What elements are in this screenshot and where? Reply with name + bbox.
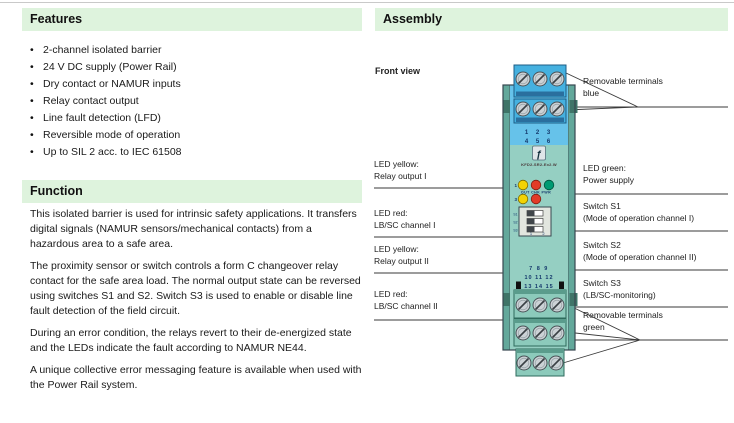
callout-switch-s3: Switch S3 (LB/SC-monitoring) — [583, 278, 656, 300]
callout-switch-s2: Switch S2 (Mode of operation channel II) — [583, 240, 697, 262]
terminal-numbers-top-row1: 1 2 3 — [524, 130, 554, 136]
callout-led-yellow-relay1: LED yellow: Relay output I — [374, 159, 427, 181]
screw-icon — [533, 72, 547, 86]
feature-item: • Line fault detection (LFD) — [30, 110, 350, 127]
clamp-mark-right — [559, 282, 564, 290]
screw-icon — [533, 298, 547, 312]
assembly-title: Assembly — [383, 12, 443, 26]
screw-icon — [516, 326, 530, 340]
top-divider — [0, 2, 734, 3]
function-paragraph: This isolated barrier is used for intrinsic safety applications. It transfers digital signals (NAMUR sensors/mechanical contacts) from a hazardous area to a safe area. — [30, 208, 357, 250]
led-green-pwr-icon — [544, 180, 554, 190]
logo-glyph: ƒ — [536, 149, 542, 161]
terminal-numbers-top-row2: 4 5 6 — [524, 139, 554, 145]
screw-icon — [516, 298, 530, 312]
callout-led-yellow-relay2: LED yellow: Relay output II — [374, 244, 429, 266]
led-red-chk2-icon — [531, 194, 541, 204]
function-paragraph: During an error condition, the relays revert to their de-energized state and the LEDs indicate the fault according to NAMUR NE44. — [30, 327, 352, 354]
callout-removable-terminals-green: Removable terminals green — [583, 310, 663, 332]
screw-icon — [533, 102, 547, 116]
function-title: Function — [30, 184, 83, 198]
device-model-label: KFD2-SR2-Ex2.W — [521, 162, 557, 167]
callout-removable-terminals-blue: Removable terminals blue — [583, 76, 663, 98]
function-paragraph: The proximity sensor or switch controls a form C changeover relay contact for the safe area load. The normal output state can be reversed using switches S1 and S2. Switch S3 is used to enable or disable line fault detection of the field circuit. — [30, 260, 361, 317]
terminal-numbers-mid-row1: 7 8 9 — [529, 266, 549, 272]
feature-item: • Relay contact output — [30, 93, 350, 110]
switch-s2-mark: S2 — [513, 220, 518, 225]
callout-led-red-lbsc2: LED red: LB/SC channel II — [374, 289, 438, 311]
terminal-numbers-mid-row2: 10 11 12 — [524, 275, 554, 281]
switch-s1-mark: S1 — [513, 212, 518, 217]
led-row2-index: 3 — [514, 197, 517, 202]
function-paragraph: A unique collective error messaging feature is available when used with the Power Rail system. — [30, 364, 362, 391]
feature-item: • Reversible mode of operation — [30, 127, 350, 144]
led-row1-index: 1 — [514, 183, 517, 188]
feature-item: • 2-channel isolated barrier — [30, 42, 350, 59]
assembly-header — [375, 8, 728, 31]
screw-icon — [549, 356, 563, 370]
screw-icon — [533, 356, 547, 370]
screw-icon — [516, 102, 530, 116]
switch-pos-2: 2 — [542, 230, 545, 236]
feature-item: • 24 V DC supply (Power Rail) — [30, 59, 350, 76]
feature-item: • Dry contact or NAMUR inputs — [30, 76, 350, 93]
callout-led-red-lbsc1: LED red: LB/SC channel I — [374, 208, 436, 230]
removable-terminals-blue — [514, 65, 566, 123]
led-caption: OUT CHK PWR — [520, 190, 552, 195]
callout-led-green-power: LED green: Power supply — [583, 163, 635, 185]
switch-pos-1: 1 — [529, 230, 533, 236]
screw-icon — [516, 72, 530, 86]
led-yellow-out1-icon — [518, 180, 528, 190]
feature-item: • Up to SIL 2 acc. to IEC 61508 — [30, 144, 350, 161]
callout-switch-s1: Switch S1 (Mode of operation channel I) — [583, 201, 695, 223]
screw-icon — [550, 72, 564, 86]
dip-switch-block — [513, 207, 551, 236]
function-header — [22, 180, 362, 203]
led-red-chk1-icon — [531, 180, 541, 190]
screw-icon — [517, 356, 531, 370]
features-title: Features — [30, 12, 83, 26]
features-header — [22, 8, 362, 31]
screw-icon — [550, 298, 564, 312]
switch-s3-mark: S3 — [513, 228, 518, 233]
screw-icon — [550, 102, 564, 116]
terminal-numbers-mid-row3: 13 14 15 — [524, 284, 554, 290]
led-yellow-out2-icon — [518, 194, 528, 204]
function-text — [30, 207, 363, 400]
removable-terminals-green — [514, 290, 566, 376]
screw-icon — [550, 326, 564, 340]
clamp-mark-left — [516, 282, 521, 290]
assembly-figure — [372, 58, 728, 388]
front-view-label: Front view — [375, 66, 421, 76]
manufacturer-logo — [533, 146, 546, 161]
features-list — [30, 42, 350, 161]
screw-icon — [533, 326, 547, 340]
